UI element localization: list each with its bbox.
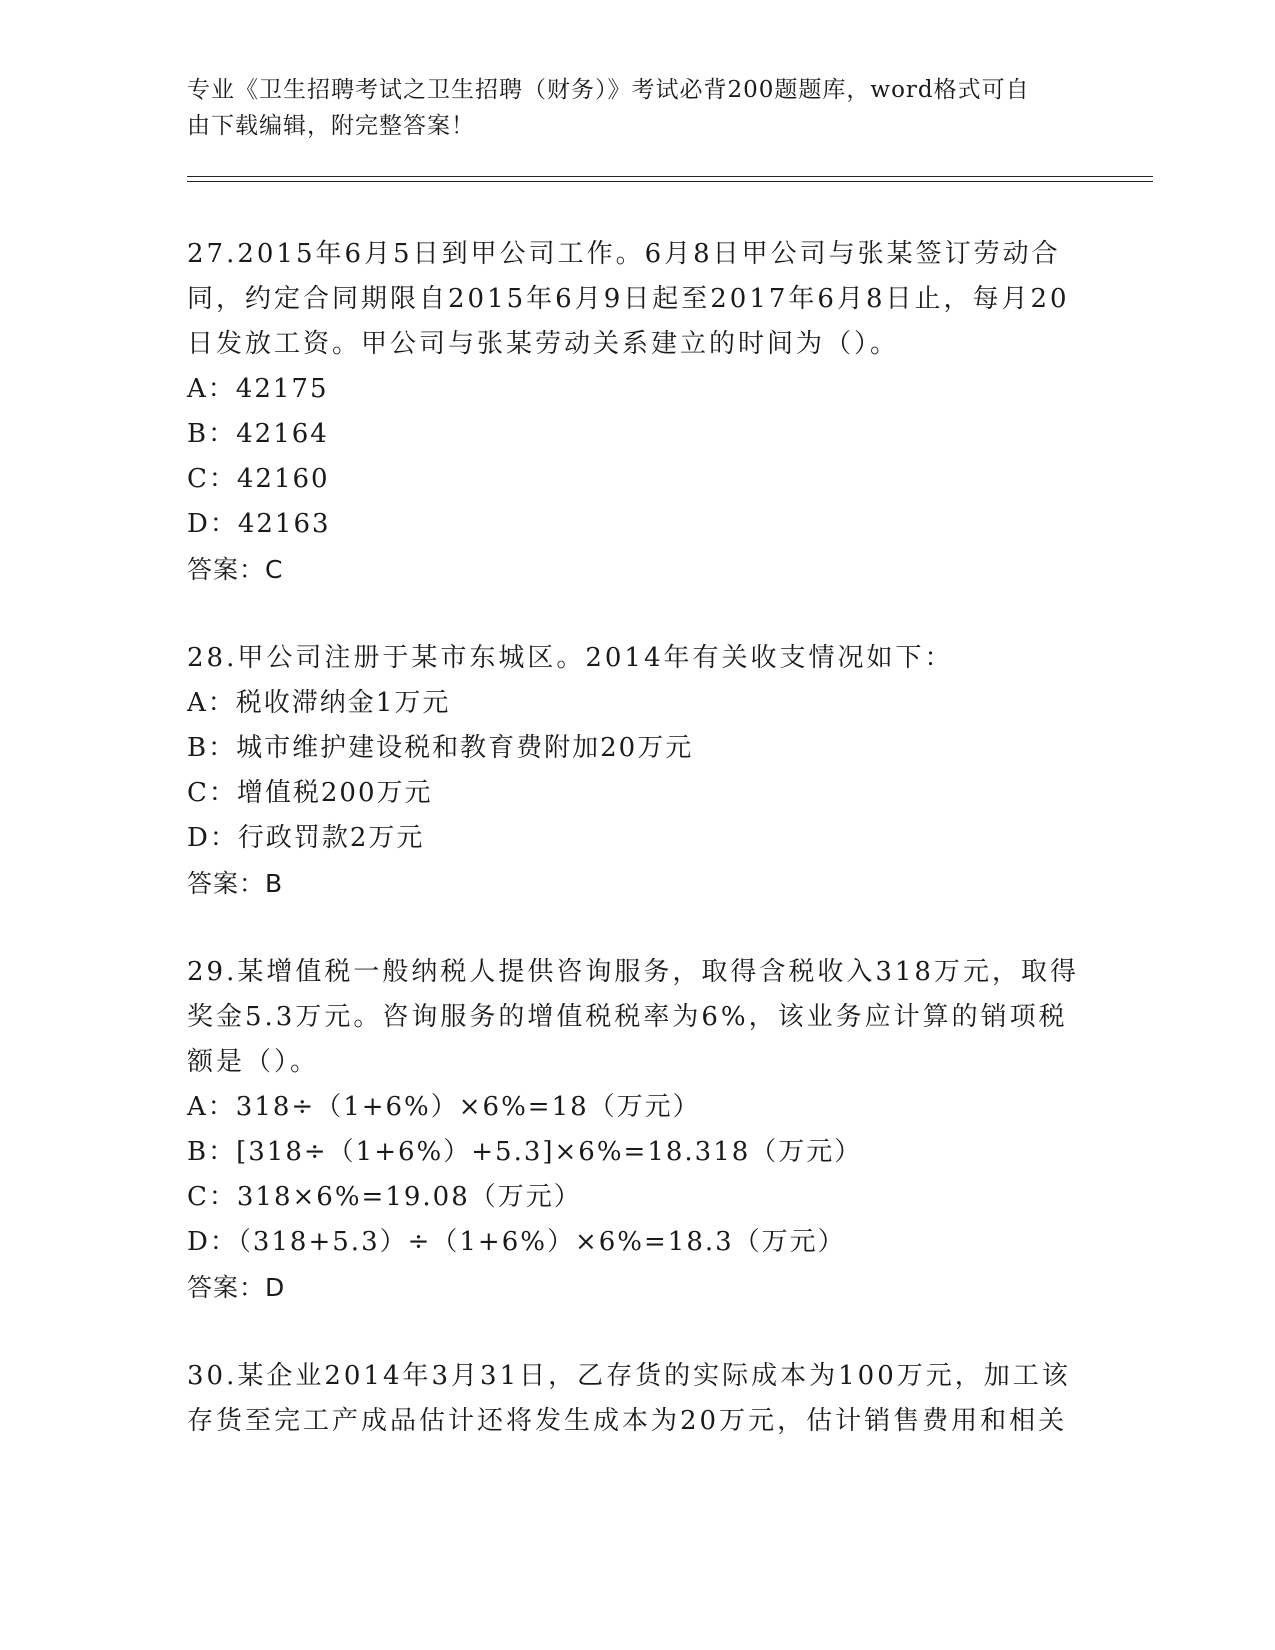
question-30 bbox=[187, 1354, 1087, 1444]
option-c: C：42160 bbox=[187, 464, 330, 494]
question-28 bbox=[187, 636, 1087, 906]
option-d: D：42163 bbox=[187, 509, 331, 539]
option-a: A：42175 bbox=[187, 374, 329, 404]
question-29 bbox=[187, 950, 1087, 1310]
header-divider-bottom bbox=[187, 181, 1153, 182]
option-b: B：42164 bbox=[187, 419, 329, 449]
header-divider-top bbox=[187, 176, 1153, 177]
question-text: 28.甲公司注册于某市东城区。2014年有关收支情况如下： bbox=[187, 643, 954, 673]
question-list bbox=[187, 232, 1087, 1488]
answer-line: 答案：B bbox=[187, 869, 284, 898]
option-b: B：城市维护建设税和教育费附加20万元 bbox=[187, 733, 694, 763]
document-header bbox=[187, 72, 1067, 144]
option-d: D：行政罚款2万元 bbox=[187, 823, 425, 853]
question-text: 30.某企业2014年3月31日，乙存货的实际成本为100万元，加工该存货至完工产成品估计还将发生成本为20万元，估计销售费用和相关 bbox=[187, 1361, 1071, 1436]
option-c: C：318×6%=19.08（万元） bbox=[187, 1182, 582, 1212]
option-c: C：增值税200万元 bbox=[187, 778, 433, 808]
answer-line: 答案：C bbox=[187, 555, 284, 584]
question-27 bbox=[187, 232, 1087, 592]
header-title-line-1: 专业《卫生招聘考试之卫生招聘（财务）》考试必背200题题库，word格式可自 bbox=[187, 77, 1030, 103]
option-a: A：税收滞纳金1万元 bbox=[187, 688, 451, 718]
option-a: A：318÷（1+6%）×6%=18（万元） bbox=[187, 1092, 701, 1122]
answer-line: 答案：D bbox=[187, 1273, 286, 1302]
question-text: 27.2015年6月5日到甲公司工作。6月8日甲公司与张某签订劳动合同，约定合同期限自2015年6月9日起至2017年6月8日止，每月20日发放工资。甲公司与张某劳动关系建立的时间为（）。 bbox=[187, 239, 1070, 359]
header-title-line-2: 由下载编辑，附完整答案！ bbox=[187, 113, 475, 139]
option-b: B：[318÷（1+6%）+5.3]×6%=18.318（万元） bbox=[187, 1137, 863, 1167]
option-d: D：（318+5.3）÷（1+6%）×6%=18.3（万元） bbox=[187, 1227, 846, 1257]
question-text: 29.某增值税一般纳税人提供咨询服务，取得含税收入318万元，取得奖金5.3万元。咨询服务的增值税税率为6%，该业务应计算的销项税额是（）。 bbox=[187, 957, 1079, 1077]
